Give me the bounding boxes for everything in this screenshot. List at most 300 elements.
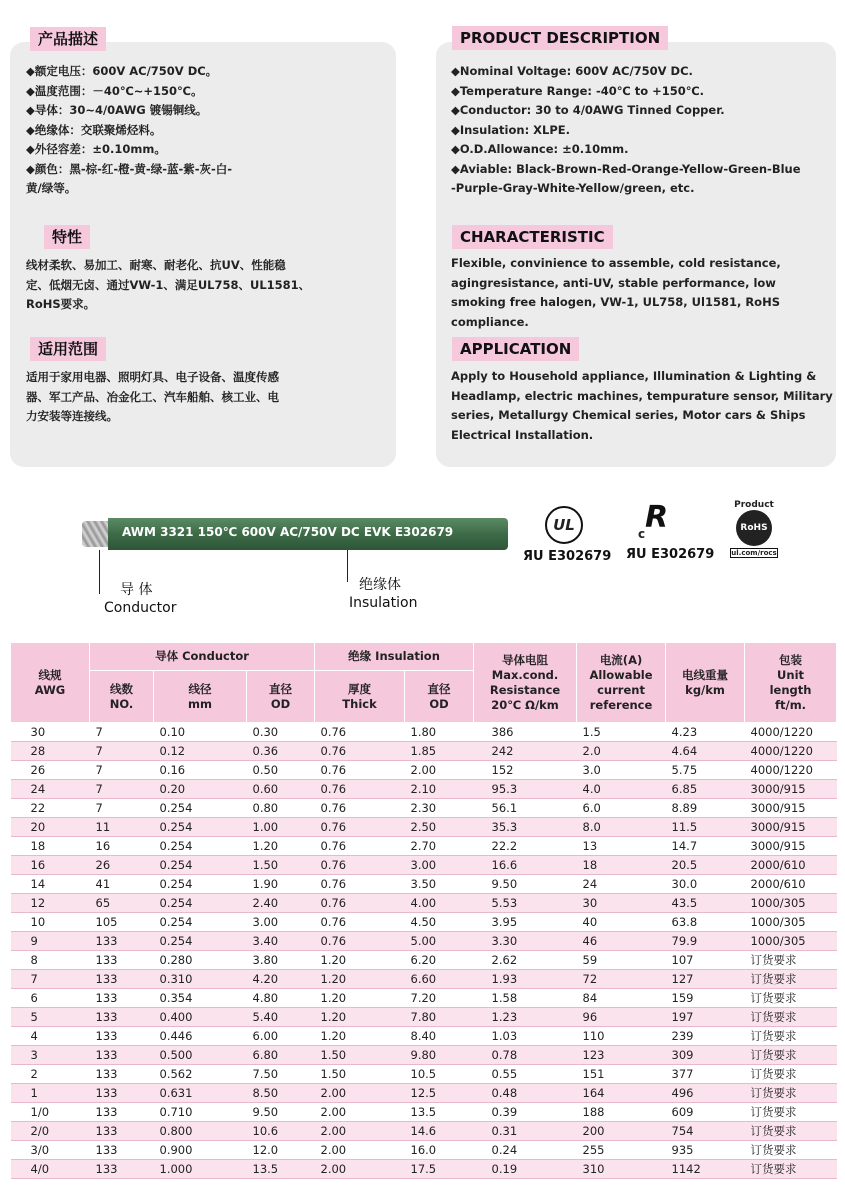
table-cell: 1.20: [315, 951, 405, 970]
table-cell: 1.90: [247, 875, 315, 894]
table-cell: 4.00: [405, 894, 474, 913]
table-cell: 0.446: [154, 1027, 247, 1046]
table-cell: 9.50: [474, 875, 577, 894]
table-cell: 0.400: [154, 1008, 247, 1027]
text-line: Electrical Installation.: [451, 427, 594, 442]
table-cell: 1.20: [247, 837, 315, 856]
table-cell: 0.12: [154, 742, 247, 761]
table-cell: 26: [11, 761, 90, 780]
table-cell: 84: [577, 989, 666, 1008]
table-row: [11, 1103, 837, 1122]
table-cell: 3/0: [11, 1141, 90, 1160]
table-cell: 2.70: [405, 837, 474, 856]
table-cell: 5.53: [474, 894, 577, 913]
table-cell: 0.254: [154, 875, 247, 894]
table-cell: 3.50: [405, 875, 474, 894]
table-row: [11, 1160, 837, 1179]
table-cell: 41: [90, 875, 154, 894]
table-cell: 2.00: [315, 1141, 405, 1160]
table-cell: 14: [11, 875, 90, 894]
table-cell: 133: [90, 932, 154, 951]
table-cell: 4.20: [247, 970, 315, 989]
table-cell: 2.00: [405, 761, 474, 780]
table-cell: 0.562: [154, 1065, 247, 1084]
table-cell: 3000/915: [745, 780, 837, 799]
desc-item: ◆Insulation: XLPE.: [451, 122, 571, 137]
table-cell: 订货要求: [745, 970, 837, 989]
desc-item: ◆额定电压：600V AC/750V DC。: [26, 64, 218, 78]
table-cell: 12.5: [405, 1084, 474, 1103]
table-cell: 0.254: [154, 837, 247, 856]
table-cell: 订货要求: [745, 1008, 837, 1027]
table-cell: 1000/305: [745, 913, 837, 932]
table-cell: 1.50: [247, 856, 315, 875]
table-cell: 1.5: [577, 723, 666, 742]
table-cell: 35.3: [474, 818, 577, 837]
table-cell: 7: [90, 780, 154, 799]
text-line: agingresistance, anti-UV, stable performance, low: [451, 275, 776, 290]
table-cell: 3.95: [474, 913, 577, 932]
table-cell: 0.254: [154, 799, 247, 818]
table-cell: 0.31: [474, 1122, 577, 1141]
table-cell: 1.20: [315, 1008, 405, 1027]
table-cell: 8.50: [247, 1084, 315, 1103]
desc-item: ◆颜色：黑-棕-红-橙-黄-绿-蓝-紫-灰-白-: [26, 161, 233, 176]
table-cell: 0.55: [474, 1065, 577, 1084]
table-cell: 30.0: [666, 875, 745, 894]
th-wire-diameter: 线径 mm: [154, 671, 247, 723]
table-cell: 0.76: [315, 818, 405, 837]
table-cell: 10: [11, 913, 90, 932]
table-cell: 4.0: [577, 780, 666, 799]
table-cell: 6: [11, 989, 90, 1008]
spec-table-body: [11, 723, 837, 1179]
table-cell: 0.76: [315, 837, 405, 856]
table-cell: 订货要求: [745, 1160, 837, 1179]
table-cell: 0.48: [474, 1084, 577, 1103]
table-cell: 4.64: [666, 742, 745, 761]
en-app-text: [451, 367, 833, 445]
table-cell: 24: [11, 780, 90, 799]
table-cell: 4000/1220: [745, 742, 837, 761]
en-desc-title: PRODUCT DESCRIPTION: [452, 26, 668, 50]
table-cell: 3000/915: [745, 837, 837, 856]
table-row: [11, 1065, 837, 1084]
table-cell: 79.9: [666, 932, 745, 951]
en-app-title: APPLICATION: [452, 337, 579, 361]
table-cell: 309: [666, 1046, 745, 1065]
table-cell: 133: [90, 1084, 154, 1103]
table-cell: 4000/1220: [745, 723, 837, 742]
table-cell: 7.50: [247, 1065, 315, 1084]
table-cell: 1.85: [405, 742, 474, 761]
table-cell: 14.6: [405, 1122, 474, 1141]
table-cell: 133: [90, 1008, 154, 1027]
table-cell: 1.93: [474, 970, 577, 989]
ur-small-icon: ЯU: [523, 549, 549, 564]
table-cell: 0.76: [315, 875, 405, 894]
table-cell: 133: [90, 951, 154, 970]
table-cell: 16.0: [405, 1141, 474, 1160]
table-cell: 订货要求: [745, 989, 837, 1008]
table-cell: 63.8: [666, 913, 745, 932]
table-cell: 1.58: [474, 989, 577, 1008]
ul-logo-icon: UL: [545, 506, 583, 544]
cn-char-text: [26, 256, 310, 315]
table-cell: 0.310: [154, 970, 247, 989]
table-cell: 14.7: [666, 837, 745, 856]
table-cell: 订货要求: [745, 1065, 837, 1084]
table-row: [11, 799, 837, 818]
table-cell: 754: [666, 1122, 745, 1141]
text-line: RoHS要求。: [26, 297, 96, 311]
text-line: 器、军工产品、冶金化工、汽车船舶、核工业、电: [26, 389, 279, 404]
table-cell: 5.75: [666, 761, 745, 780]
desc-item: ◆绝缘体：交联聚烯烃料。: [26, 122, 162, 137]
table-row: [11, 818, 837, 837]
table-cell: 1142: [666, 1160, 745, 1179]
table-cell: 6.85: [666, 780, 745, 799]
table-cell: 1.000: [154, 1160, 247, 1179]
table-cell: 0.36: [247, 742, 315, 761]
table-cell: 43.5: [666, 894, 745, 913]
table-cell: 2.30: [405, 799, 474, 818]
table-cell: 0.354: [154, 989, 247, 1008]
table-cell: 239: [666, 1027, 745, 1046]
table-cell: 0.50: [247, 761, 315, 780]
table-cell: 5.40: [247, 1008, 315, 1027]
table-cell: 4000/1220: [745, 761, 837, 780]
table-cell: 0.76: [315, 856, 405, 875]
table-row: [11, 875, 837, 894]
desc-item: 黄/绿等。: [26, 181, 77, 195]
table-cell: 4.80: [247, 989, 315, 1008]
th-weight: 电线重量 kg/km: [666, 643, 745, 723]
table-cell: 1.50: [315, 1046, 405, 1065]
table-row: [11, 913, 837, 932]
table-cell: 0.76: [315, 780, 405, 799]
table-cell: 164: [577, 1084, 666, 1103]
table-cell: 1.20: [315, 1027, 405, 1046]
table-cell: 310: [577, 1160, 666, 1179]
table-cell: 20: [11, 818, 90, 837]
table-cell: 13.5: [247, 1160, 315, 1179]
table-cell: 2.40: [247, 894, 315, 913]
table-cell: 386: [474, 723, 577, 742]
table-cell: 8: [11, 951, 90, 970]
table-cell: 11.5: [666, 818, 745, 837]
table-cell: 17.5: [405, 1160, 474, 1179]
table-row: [11, 1027, 837, 1046]
table-cell: 0.76: [315, 799, 405, 818]
table-cell: 0.76: [315, 932, 405, 951]
table-cell: 0.20: [154, 780, 247, 799]
table-cell: 0.78: [474, 1046, 577, 1065]
table-row: [11, 837, 837, 856]
table-cell: 9.50: [247, 1103, 315, 1122]
table-cell: 96: [577, 1008, 666, 1027]
table-cell: 22: [11, 799, 90, 818]
rohs-logo: [730, 500, 778, 562]
table-cell: 7: [90, 761, 154, 780]
table-cell: 16.6: [474, 856, 577, 875]
table-row: [11, 989, 837, 1008]
table-cell: 1.03: [474, 1027, 577, 1046]
table-cell: 1.50: [315, 1065, 405, 1084]
table-cell: 6.20: [405, 951, 474, 970]
table-row: [11, 951, 837, 970]
table-cell: 16: [11, 856, 90, 875]
table-cell: 22.2: [474, 837, 577, 856]
table-cell: 9: [11, 932, 90, 951]
text-line: smoking free halogen, VW-1, UL758, Ul1581, RoHS: [451, 295, 780, 309]
table-cell: 133: [90, 1046, 154, 1065]
table-cell: 订货要求: [745, 1084, 837, 1103]
en-desc-list: [451, 62, 801, 199]
th-resistance: 导体电阻 Max.cond. Resistance 20℃ Ω/km: [474, 643, 577, 723]
table-cell: 110: [577, 1027, 666, 1046]
table-cell: 197: [666, 1008, 745, 1027]
table-cell: 2000/610: [745, 856, 837, 875]
table-cell: 0.710: [154, 1103, 247, 1122]
desc-item: -Purple-Gray-White-Yellow/green, etc.: [451, 181, 695, 195]
table-cell: 28: [11, 742, 90, 761]
table-cell: 0.39: [474, 1103, 577, 1122]
ul-file-number-1: ЯU E302679: [523, 549, 612, 564]
table-cell: 496: [666, 1084, 745, 1103]
table-cell: 7: [90, 799, 154, 818]
table-cell: 59: [577, 951, 666, 970]
table-cell: 0.76: [315, 894, 405, 913]
table-cell: 2.00: [315, 1103, 405, 1122]
table-cell: 0.80: [247, 799, 315, 818]
table-cell: 935: [666, 1141, 745, 1160]
table-row: [11, 932, 837, 951]
table-cell: 3000/915: [745, 799, 837, 818]
table-cell: 242: [474, 742, 577, 761]
table-cell: 0.254: [154, 913, 247, 932]
table-cell: 188: [577, 1103, 666, 1122]
table-cell: 7.20: [405, 989, 474, 1008]
table-cell: 1/0: [11, 1103, 90, 1122]
desc-item: ◆Conductor: 30 to 4/0AWG Tinned Copper.: [451, 103, 725, 117]
table-cell: 订货要求: [745, 1046, 837, 1065]
table-cell: 2.10: [405, 780, 474, 799]
table-cell: 5: [11, 1008, 90, 1027]
table-cell: 152: [474, 761, 577, 780]
th-current: 电流(A) Allowable current reference: [577, 643, 666, 723]
th-insulation: 绝缘 Insulation: [315, 643, 474, 671]
table-cell: 46: [577, 932, 666, 951]
spec-table: [10, 642, 837, 1179]
table-cell: 1.80: [405, 723, 474, 742]
table-row: [11, 723, 837, 742]
table-cell: 6.0: [577, 799, 666, 818]
table-cell: 3.0: [577, 761, 666, 780]
table-cell: 18: [577, 856, 666, 875]
table-cell: 3.40: [247, 932, 315, 951]
table-cell: 151: [577, 1065, 666, 1084]
table-cell: 8.0: [577, 818, 666, 837]
table-cell: 1000/305: [745, 894, 837, 913]
table-row: [11, 1084, 837, 1103]
table-cell: 1.00: [247, 818, 315, 837]
th-thick: 厚度 Thick: [315, 671, 405, 723]
ul-file-number-2: ЯU E302679: [626, 547, 715, 562]
desc-item: ◆温度范围：－40℃~+150℃。: [26, 83, 203, 98]
text-line: 定、低烟无卤、通过VW-1、满足UL758、UL1581、: [26, 277, 311, 292]
table-cell: 1.23: [474, 1008, 577, 1027]
table-cell: 0.10: [154, 723, 247, 742]
table-row: [11, 1008, 837, 1027]
table-cell: 12: [11, 894, 90, 913]
table-cell: 133: [90, 1160, 154, 1179]
table-row: [11, 970, 837, 989]
table-cell: 0.254: [154, 894, 247, 913]
table-cell: 6.00: [247, 1027, 315, 1046]
table-cell: 3.00: [405, 856, 474, 875]
table-cell: 133: [90, 1027, 154, 1046]
insulation-leader-line: [347, 550, 348, 582]
en-char-title: CHARACTERISTIC: [452, 225, 613, 249]
table-cell: 订货要求: [745, 1103, 837, 1122]
th-awg: 线规 AWG: [11, 643, 90, 723]
table-cell: 56.1: [474, 799, 577, 818]
table-cell: 6.80: [247, 1046, 315, 1065]
table-row: [11, 780, 837, 799]
table-cell: 0.280: [154, 951, 247, 970]
table-cell: 订货要求: [745, 1141, 837, 1160]
table-cell: 0.16: [154, 761, 247, 780]
table-cell: 3: [11, 1046, 90, 1065]
table-cell: 4: [11, 1027, 90, 1046]
table-cell: 1.20: [315, 989, 405, 1008]
table-cell: 2.00: [315, 1160, 405, 1179]
table-cell: 133: [90, 1065, 154, 1084]
table-cell: 133: [90, 1141, 154, 1160]
table-cell: 0.254: [154, 856, 247, 875]
desc-item: ◆Aviable: Black-Brown-Red-Orange-Yellow-Green-Blue: [451, 161, 801, 176]
table-cell: 0.19: [474, 1160, 577, 1179]
table-cell: 133: [90, 1103, 154, 1122]
table-cell: 16: [90, 837, 154, 856]
table-cell: 4.50: [405, 913, 474, 932]
table-cell: 7: [90, 723, 154, 742]
table-cell: 2.00: [315, 1122, 405, 1141]
table-row: [11, 742, 837, 761]
th-conductor-od: 直径 OD: [247, 671, 315, 723]
table-cell: 609: [666, 1103, 745, 1122]
th-conductor: 导体 Conductor: [90, 643, 315, 671]
table-cell: 255: [577, 1141, 666, 1160]
table-cell: 2/0: [11, 1122, 90, 1141]
cn-desc-list: [26, 62, 232, 199]
table-cell: 3.30: [474, 932, 577, 951]
desc-item: ◆外径容差：±0.10mm。: [26, 142, 166, 156]
ur-small-icon: ЯU: [626, 547, 652, 562]
table-cell: 105: [90, 913, 154, 932]
table-cell: 20.5: [666, 856, 745, 875]
table-cell: 0.254: [154, 932, 247, 951]
insulation-label-cn: 绝缘体: [359, 577, 401, 593]
insulation-label-en: Insulation: [349, 595, 418, 611]
text-line: 力安装等连接线。: [26, 409, 118, 423]
table-cell: 8.89: [666, 799, 745, 818]
table-cell: 2.50: [405, 818, 474, 837]
table-cell: 0.254: [154, 818, 247, 837]
rohs-url-text: ul.com/rocs: [731, 549, 777, 557]
table-cell: 72: [577, 970, 666, 989]
en-char-text: [451, 254, 781, 332]
table-cell: 13.5: [405, 1103, 474, 1122]
table-cell: 订货要求: [745, 951, 837, 970]
cable-illustration: [82, 518, 510, 550]
table-row: [11, 1122, 837, 1141]
table-cell: 127: [666, 970, 745, 989]
table-cell: 2.62: [474, 951, 577, 970]
table-cell: 3.00: [247, 913, 315, 932]
desc-item: ◆导体：30~4/0AWG 镀锡铜线。: [26, 103, 208, 117]
cable-print-text: AWM 3321 150℃ 600V AC/750V DC EVK E302679: [122, 525, 454, 539]
table-cell: 3.80: [247, 951, 315, 970]
table-row: [11, 894, 837, 913]
table-cell: 133: [90, 970, 154, 989]
table-cell: 7: [11, 970, 90, 989]
table-cell: 133: [90, 1122, 154, 1141]
table-cell: 40: [577, 913, 666, 932]
table-cell: 4.23: [666, 723, 745, 742]
text-line: Apply to Household appliance, Illumination & Lighting &: [451, 369, 817, 383]
table-cell: 7: [90, 742, 154, 761]
table-cell: 200: [577, 1122, 666, 1141]
table-cell: 2.00: [315, 1084, 405, 1103]
text-line: compliance.: [451, 314, 529, 329]
conductor-label-cn: 导 体: [120, 582, 153, 598]
cn-app-title: 适用范围: [30, 337, 106, 361]
table-cell: 30: [11, 723, 90, 742]
table-cell: 7.80: [405, 1008, 474, 1027]
table-row: [11, 761, 837, 780]
table-cell: 0.60: [247, 780, 315, 799]
desc-item: ◆Nominal Voltage: 600V AC/750V DC.: [451, 64, 693, 78]
table-cell: 26: [90, 856, 154, 875]
table-cell: 10.6: [247, 1122, 315, 1141]
table-cell: 0.900: [154, 1141, 247, 1160]
table-cell: 2.0: [577, 742, 666, 761]
table-cell: 1.20: [315, 970, 405, 989]
table-cell: 11: [90, 818, 154, 837]
table-cell: 0.76: [315, 742, 405, 761]
table-cell: 95.3: [474, 780, 577, 799]
ur-recognized-icon: R: [645, 500, 669, 535]
table-cell: 1: [11, 1084, 90, 1103]
table-cell: 1000/305: [745, 932, 837, 951]
table-cell: 65: [90, 894, 154, 913]
table-cell: 0.500: [154, 1046, 247, 1065]
table-cell: 0.800: [154, 1122, 247, 1141]
table-cell: 3000/915: [745, 818, 837, 837]
text-line: 适用于家用电器、照明灯具、电子设备、温度传感: [26, 370, 279, 384]
table-cell: 10.5: [405, 1065, 474, 1084]
table-cell: 13: [577, 837, 666, 856]
table-cell: 5.00: [405, 932, 474, 951]
table-cell: 30: [577, 894, 666, 913]
table-cell: 2: [11, 1065, 90, 1084]
table-row: [11, 856, 837, 875]
table-cell: 0.631: [154, 1084, 247, 1103]
th-pack: 包装 Unit length ft/m.: [745, 643, 837, 723]
c-mark-icon: c: [638, 527, 646, 541]
